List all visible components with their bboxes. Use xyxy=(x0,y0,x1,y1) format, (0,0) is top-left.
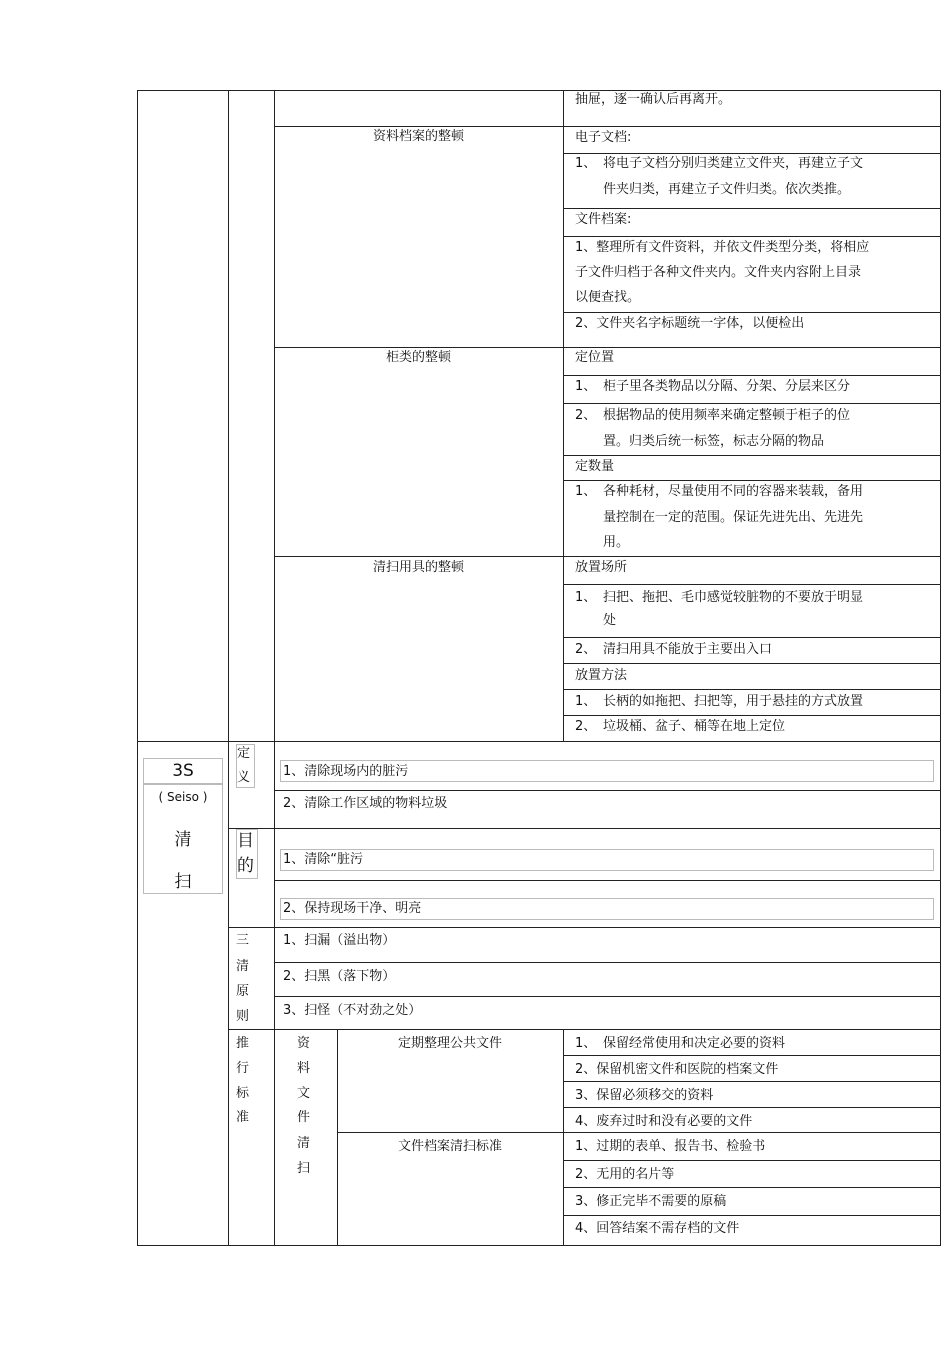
principle-label-char: 三 xyxy=(236,933,250,948)
item-number: 1、 xyxy=(575,694,597,709)
item-text: 长柄的如拖把、扫把等，用于悬挂的方式放置 xyxy=(603,694,864,709)
row-line xyxy=(228,828,940,829)
item-text: 处 xyxy=(603,613,617,628)
item-number: 2、 xyxy=(575,408,597,423)
standard-label-char: 准 xyxy=(236,1110,250,1125)
file-standard-item: 1、过期的表单、报告书、检验书 xyxy=(575,1139,766,1154)
row-line xyxy=(563,689,940,690)
doc-label-char: 件 xyxy=(297,1110,311,1125)
principle-item: 3、扫怪（不对劲之处） xyxy=(283,1003,422,1018)
item-text: 件夹归类，再建立子文件归类。依次类推。 xyxy=(603,182,851,197)
row-line xyxy=(274,880,940,881)
group-title-documents: 资料档案的整顿 xyxy=(372,129,464,144)
purpose-label-char: 的 xyxy=(237,856,254,876)
item-number: 1、 xyxy=(575,156,597,171)
item-text: 柜子里各类物品以分隔、分架、分层来区分 xyxy=(603,379,851,394)
row-line xyxy=(563,1160,940,1161)
item-text: 以便查找。 xyxy=(575,290,641,305)
file-standard-title: 文件档案清扫标准 xyxy=(397,1139,502,1154)
def-label-char: 义 xyxy=(237,770,251,785)
subheading: 定数量 xyxy=(575,459,615,474)
table-border-left xyxy=(137,90,138,1246)
principle-item: 1、扫漏（溢出物） xyxy=(283,933,396,948)
item-text: 用。 xyxy=(603,535,630,550)
section-divider xyxy=(137,741,940,742)
row-line xyxy=(563,663,940,664)
file-standard-item: 3、修正完毕不需要的原稿 xyxy=(575,1194,727,1209)
section-romanization: ( Seiso ) xyxy=(158,790,208,804)
principle-label-char: 原 xyxy=(236,984,250,999)
row-line xyxy=(563,403,940,404)
column-divider-3-bottom xyxy=(563,1029,564,1246)
doc-label-char: 扫 xyxy=(297,1161,311,1176)
group-title-cleaning-tools: 清扫用具的整顿 xyxy=(372,560,464,575)
section-name-char-2: 扫 xyxy=(174,872,192,892)
periodic-item-number: 1、 xyxy=(575,1036,597,1051)
item-number: 2、 xyxy=(575,642,597,657)
column-divider-2-top xyxy=(274,90,275,741)
periodic-item: 3、保留必须移交的资料 xyxy=(575,1088,714,1103)
item-number: 1、 xyxy=(575,590,597,605)
row-line xyxy=(563,455,940,456)
subheading: 放置方法 xyxy=(575,668,628,683)
def-item: 1、清除现场内的脏污 xyxy=(283,764,409,779)
file-standard-item: 2、无用的名片等 xyxy=(575,1167,675,1182)
subheading: 文件档案: xyxy=(575,212,632,227)
section-name-char-1: 清 xyxy=(174,830,192,850)
item-text: 置。归类后统一标签，标志分隔的物品 xyxy=(603,434,825,449)
item-text: 2、文件夹名字标题统一字体，以便检出 xyxy=(575,316,805,331)
def-item: 2、清除工作区域的物料垃圾 xyxy=(283,796,448,811)
periodic-item: 4、废弃过时和没有必要的文件 xyxy=(575,1114,753,1129)
row-line xyxy=(563,1055,940,1056)
standard-label-char: 标 xyxy=(236,1086,250,1101)
item-text: 扫把、拖把、毛巾感觉较脏物的不要放于明显 xyxy=(603,590,864,605)
row-line xyxy=(274,962,940,963)
row-line xyxy=(563,1215,940,1216)
row-line xyxy=(274,126,940,127)
row-line xyxy=(337,1132,940,1133)
subheading: 放置场所 xyxy=(575,560,628,575)
row-line xyxy=(563,1081,940,1082)
item-number: 1、 xyxy=(575,379,597,394)
table-border-right xyxy=(940,90,941,1246)
table-border-bottom xyxy=(137,1245,940,1246)
item-text: 量控制在一定的范围。保证先进先出、先进先 xyxy=(603,510,864,525)
purpose-label-char: 目 xyxy=(237,831,254,851)
table-border-top xyxy=(137,90,940,91)
row-line xyxy=(563,312,940,313)
item-text: 将电子文档分别归类建立文件夹，再建立子文 xyxy=(603,156,864,171)
row-line xyxy=(563,236,940,237)
subheading: 定位置 xyxy=(575,350,615,365)
row-line xyxy=(563,375,940,376)
doc-label-char: 清 xyxy=(297,1136,311,1151)
row-line xyxy=(563,1107,940,1108)
column-divider-1 xyxy=(228,90,229,1246)
purpose-item: 1、清除“脏污 xyxy=(283,852,364,867)
item-number: 1、 xyxy=(575,484,597,499)
periodic-title: 定期整理公共文件 xyxy=(397,1036,502,1051)
file-standard-item: 4、回答结案不需存档的文件 xyxy=(575,1221,740,1236)
item-text: 清扫用具不能放于主要出入口 xyxy=(603,642,773,657)
item-number: 2、 xyxy=(575,719,597,734)
purpose-item-box xyxy=(280,849,934,871)
row-line xyxy=(563,153,940,154)
row-line xyxy=(563,584,940,585)
row-line xyxy=(274,996,940,997)
group-title-cabinets: 柜类的整顿 xyxy=(385,350,451,365)
continued-line: 抽屉，逐一确认后再离开。 xyxy=(575,92,732,107)
standard-label-char: 行 xyxy=(236,1061,250,1076)
column-divider-3-top xyxy=(563,90,564,741)
column-divider-2-bottom xyxy=(274,741,275,1246)
item-text: 垃圾桶、盆子、桶等在地上定位 xyxy=(603,719,786,734)
principle-label-char: 则 xyxy=(236,1009,250,1024)
section-code: 3S xyxy=(172,761,194,781)
periodic-item: 2、保留机密文件和医院的档案文件 xyxy=(575,1062,779,1077)
doc-label-char: 料 xyxy=(297,1061,311,1076)
def-label-char: 定 xyxy=(237,746,251,761)
row-line xyxy=(563,715,940,716)
item-text: 各种耗材，尽量使用不同的容器来装载，备用 xyxy=(603,484,864,499)
row-line xyxy=(563,637,940,638)
row-line xyxy=(563,1187,940,1188)
row-line xyxy=(563,208,940,209)
row-line xyxy=(563,480,940,481)
item-text: 根据物品的使用频率来确定整顿于柜子的位 xyxy=(603,408,851,423)
principle-item: 2、扫黑（落下物） xyxy=(283,969,396,984)
item-text: 1、整理所有文件资料，并依文件类型分类，将相应 xyxy=(575,240,870,255)
principle-label-char: 清 xyxy=(236,959,250,974)
item-text: 子文件归档于各种文件夹内。文件夹内容附上目录 xyxy=(575,265,862,280)
periodic-item: 保留经常使用和决定必要的资料 xyxy=(603,1036,786,1051)
row-line xyxy=(228,1029,940,1030)
standard-label-char: 推 xyxy=(236,1036,250,1051)
subheading: 电子文档: xyxy=(575,130,632,145)
row-line xyxy=(274,556,940,557)
row-line xyxy=(228,927,940,928)
row-line xyxy=(274,347,940,348)
row-line xyxy=(274,790,940,791)
doc-label-char: 文 xyxy=(297,1086,311,1101)
purpose-item: 2、保持现场干净、明亮 xyxy=(283,901,422,916)
doc-label-char: 资 xyxy=(297,1036,311,1051)
